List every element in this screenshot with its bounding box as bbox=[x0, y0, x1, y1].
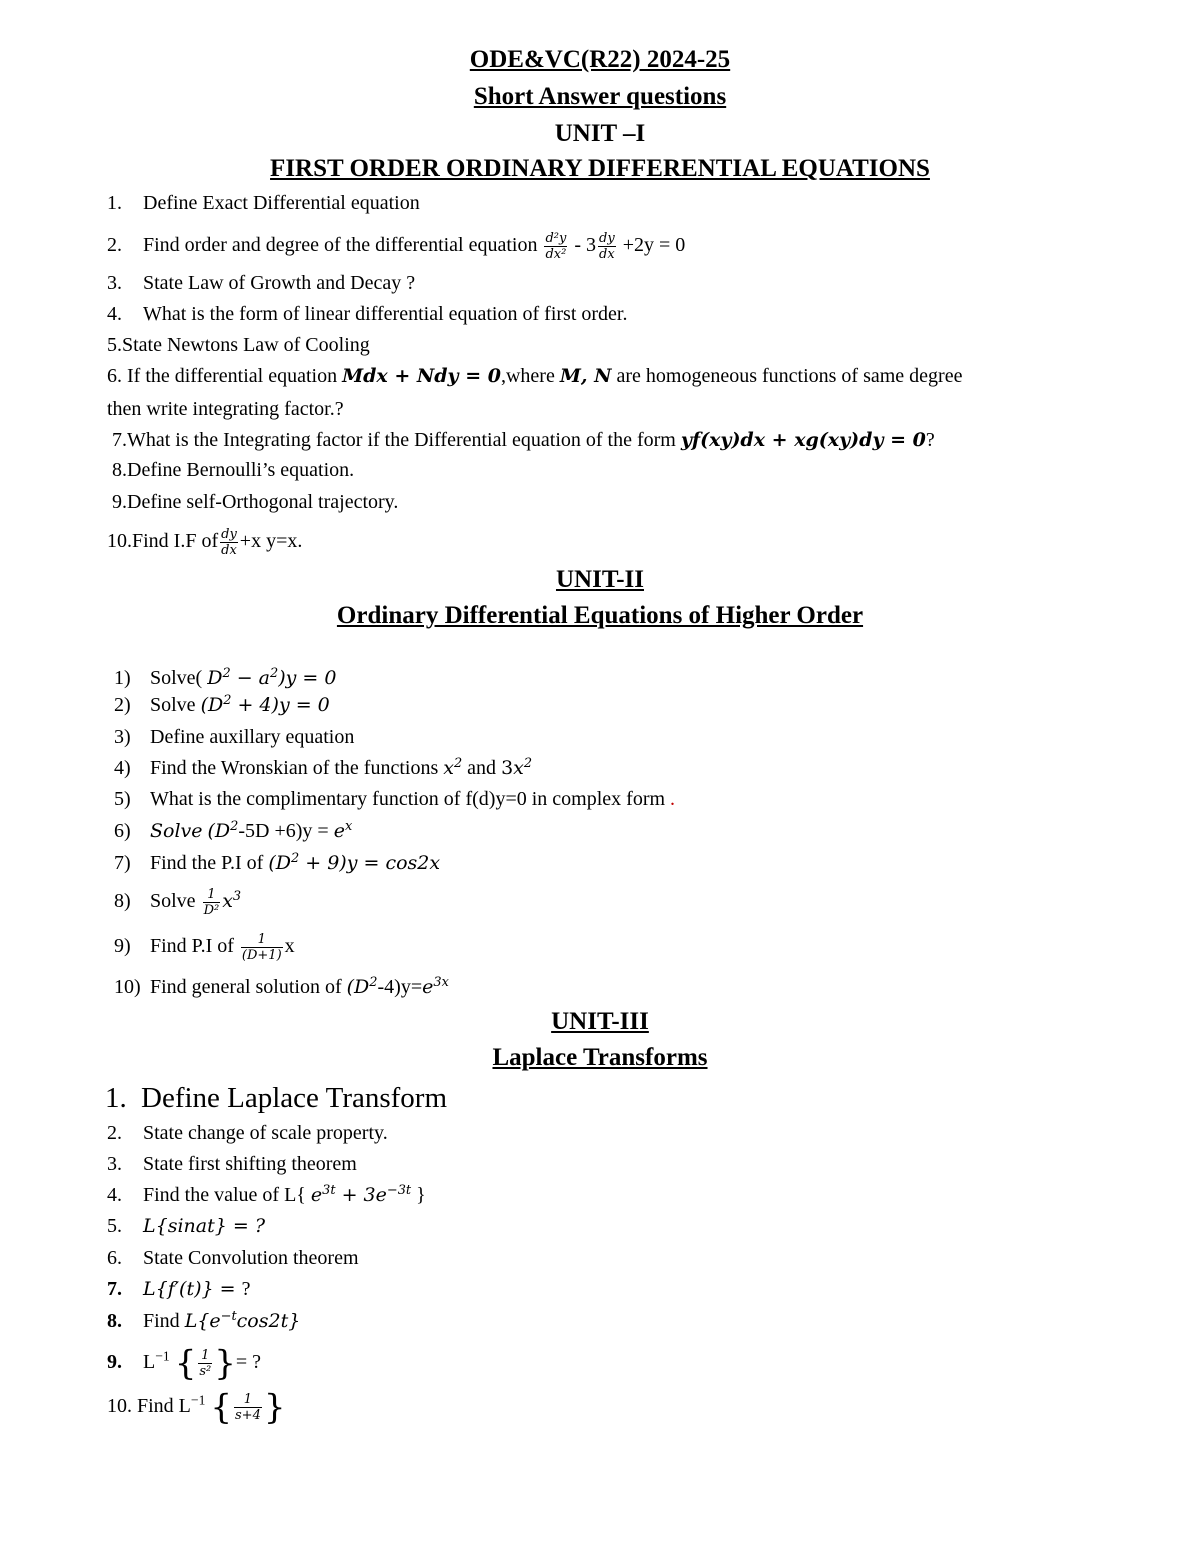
unit2-question-7: 7) Find the P.I of $(D^2 + 9)y = \cos 2x$ bbox=[114, 850, 441, 874]
unit1-question-10: 10.Find I.F of $\frac{dy}{dx}$ +x y=x. bbox=[107, 527, 303, 558]
unit2-question-1: 1) Solve( $D^2 - a^2)y = 0$ bbox=[114, 665, 337, 689]
unit3-question-4: 4. Find the value of L{ $e^{3t} + 3e^{-3t}$ } bbox=[107, 1182, 426, 1206]
unit2-question-4: 4) Find the Wronskian of the functions $x^2$ and $3x^2$ bbox=[114, 755, 533, 779]
unit1-question-1: 1. Define Exact Differential equation bbox=[107, 192, 420, 214]
unit2-question-6: 6) Solve $(D^2-5D +6)y = e^x$ bbox=[114, 818, 353, 842]
unit3-question-3: 3. State first shifting theorem bbox=[107, 1153, 357, 1175]
unit2-question-5: 5) What is the complimentary function of f(d)y=0 in complex form . bbox=[114, 788, 676, 810]
unit1-question-6: 6. If the differential equation Mdx + Ndy = 0,where M, N are homogeneous functions of same degree bbox=[107, 365, 963, 387]
unit3-label: UNIT-III bbox=[551, 1008, 649, 1035]
unit2-title: Ordinary Differential Equations of Higher Order bbox=[336, 602, 864, 629]
unit1-question-2: 2. Find order and degree of the differential equation $\frac{\text{d²y}}{\text{dx²}}$ - 3 $\frac{dy}{dx}$ +2y = 0 bbox=[107, 231, 686, 262]
unit1-title: FIRST ORDER ORDINARY DIFFERENTIAL EQUATIONS bbox=[270, 155, 930, 182]
unit2-question-8: 8) Solve $\frac{1}{\text{D²}}$ $x^3$ bbox=[114, 887, 242, 918]
unit3-question-7: 7. L{f′(t)} = ? bbox=[107, 1278, 251, 1300]
unit3-question-10: 10. Find $L^{-1}$ { $\frac{1}{s+4}$ } bbox=[107, 1387, 286, 1428]
unit2-question-9: 9) Find P.I of $\frac{1}{(D+1)}$ x bbox=[114, 932, 295, 963]
unit2-question-10: 10) Find general solution of $(D^2-4)y=e^{3x}$ bbox=[114, 974, 449, 998]
frac-1-s-plus-4: $\frac{1}{s+4}$ bbox=[235, 1392, 261, 1423]
frac-dy-dx-2: $\frac{dy}{dx}$ bbox=[221, 527, 237, 558]
unit1-label: UNIT –I bbox=[554, 120, 646, 147]
unit1-question-4: 4. What is the form of linear differential equation of first order. bbox=[107, 303, 628, 325]
unit3-title: Laplace Transforms bbox=[492, 1044, 708, 1071]
unit3-question-1: 1. Define Laplace Transform bbox=[105, 1082, 448, 1114]
unit3-question-9: 9. $L^{-1}$ { $\frac{1}{\text{s²}}$ }= ? bbox=[107, 1343, 262, 1384]
unit2-question-2: 2) Solve $(D^2 + 4)y = 0$ bbox=[114, 692, 330, 716]
document-subtitle: Short Answer questions bbox=[473, 83, 727, 110]
unit3-question-5: 5. L{sinat} = ? bbox=[107, 1215, 266, 1237]
unit1-question-8: 8.Define Bernoulli’s equation. bbox=[112, 459, 355, 481]
unit1-question-3: 3. State Law of Growth and Decay ? bbox=[107, 272, 416, 294]
frac-1-d-plus-1: $\frac{1}{(D+1)}$ bbox=[241, 932, 282, 963]
unit2-label: UNIT-II bbox=[555, 566, 644, 593]
frac-1-d2: $\frac{1}{\text{D²}}$ bbox=[203, 887, 220, 918]
unit1-question-6-cont: then write integrating factor.? bbox=[107, 398, 344, 420]
course-title: ODE&VC(R22) 2024-25 bbox=[469, 46, 731, 73]
unit3-question-6: 6. State Convolution theorem bbox=[107, 1247, 359, 1269]
unit1-question-5: 5.State Newtons Law of Cooling bbox=[107, 334, 370, 356]
frac-dy-dx: $\frac{dy}{dx}$ bbox=[599, 231, 615, 262]
frac-d2y-dx2: $\frac{\text{d²y}}{\text{dx²}}$ bbox=[545, 231, 567, 262]
unit3-question-8: 8. Find $L\{e^{-t}\cos 2t\}$ bbox=[107, 1308, 301, 1332]
unit3-question-2: 2. State change of scale property. bbox=[107, 1122, 388, 1144]
unit1-question-7: 7.What is the Integrating factor if the Differential equation of the form yf(xy)dx + xg(xy)dy = 0? bbox=[112, 429, 935, 451]
frac-1-s2: $\frac{1}{\text{s²}}$ bbox=[199, 1348, 212, 1379]
unit2-question-3: 3) Define auxillary equation bbox=[114, 726, 355, 748]
unit1-question-9: 9.Define self-Orthogonal trajectory. bbox=[112, 491, 399, 513]
